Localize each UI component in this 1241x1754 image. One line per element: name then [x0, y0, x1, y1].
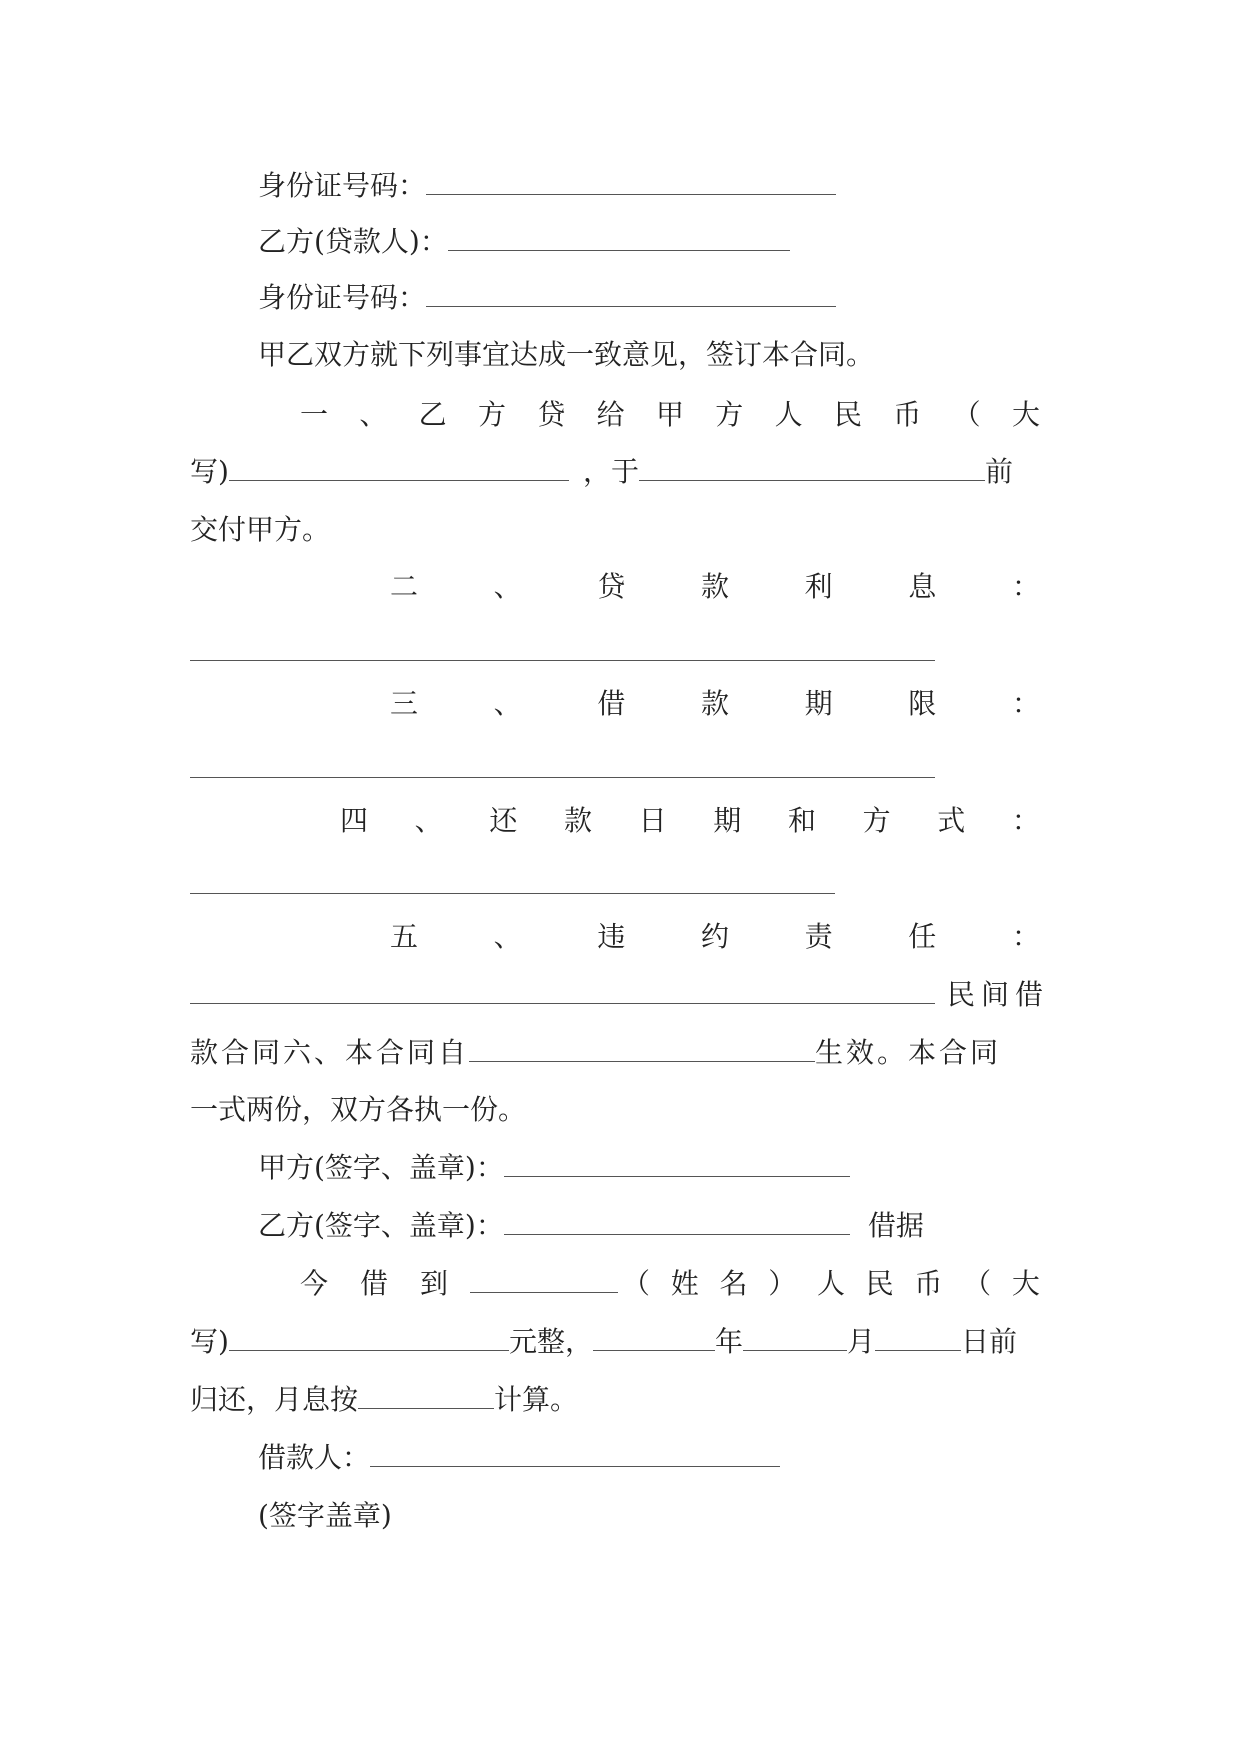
- clause-2-char: 二: [390, 570, 419, 603]
- party-b-line: [258, 220, 1058, 264]
- intro-paragraph: [258, 333, 1058, 377]
- receipt-text: 归还，月息按: [190, 1383, 359, 1416]
- interest-blank[interactable]: [190, 660, 935, 661]
- effective-date-blank[interactable]: [469, 1031, 815, 1062]
- clause-2-char: 款: [700, 570, 729, 603]
- clause-4-heading: [340, 799, 1040, 843]
- clause-1-char: 方: [477, 398, 506, 431]
- delivery-date-blank[interactable]: [639, 450, 985, 481]
- clause-1-char: 、: [359, 398, 388, 431]
- clause-4-char: ：: [1011, 804, 1040, 837]
- interest-rate-blank[interactable]: [358, 1378, 494, 1409]
- clause-5-tail-text: 民间借: [947, 978, 1050, 1011]
- clause-2-char: 、: [493, 570, 522, 603]
- clause-1-char: 人: [774, 398, 803, 431]
- clause-1-line-3: [190, 508, 1056, 552]
- clause-1-char: （: [952, 398, 981, 431]
- receipt-line-2: [190, 1320, 1056, 1364]
- loan-term-blank[interactable]: [190, 777, 935, 778]
- clause-2-char: ：: [1011, 570, 1040, 603]
- month-label: 月: [846, 1325, 875, 1358]
- clause-1-line-1: [300, 393, 1040, 437]
- clause-5-char: ：: [1011, 920, 1040, 953]
- receipt-char: ）: [768, 1267, 797, 1300]
- party-b-signature-blank[interactable]: [504, 1204, 850, 1235]
- clause-2-char: 利: [804, 570, 833, 603]
- clause-1-text: ，于: [582, 455, 639, 488]
- clause-2-char: 贷: [597, 570, 626, 603]
- clause-5-char: 五: [390, 920, 419, 953]
- clause-1-char: 币: [893, 398, 922, 431]
- clause-5-char: 任: [908, 920, 937, 953]
- clause-6-text: 一式两份，双方各执一份。: [190, 1093, 527, 1126]
- receipt-char: 到: [419, 1267, 448, 1300]
- receipt-char: （: [622, 1267, 651, 1300]
- receipt-line-1: [300, 1262, 1040, 1306]
- clause-3-char: 款: [700, 687, 729, 720]
- party-b-blank[interactable]: [448, 220, 790, 251]
- day-label: 日前: [960, 1325, 1017, 1358]
- year-blank[interactable]: [593, 1320, 715, 1351]
- receipt-char: 名: [719, 1267, 748, 1300]
- clause-1-char: 贷: [537, 398, 566, 431]
- party-a-signature-label: 甲方(签字、盖章)：: [258, 1151, 504, 1184]
- amount-capital-blank[interactable]: [229, 450, 569, 481]
- clause-6-line-2: [190, 1088, 1056, 1132]
- clause-3-char: 借: [597, 687, 626, 720]
- clause-4-char: 方: [862, 804, 891, 837]
- clause-5-line-2: [190, 973, 1056, 1017]
- clause-5-heading: [390, 915, 1040, 959]
- clause-1-char: 乙: [418, 398, 447, 431]
- clause-2-char: 息: [908, 570, 937, 603]
- clause-5-char: 违: [597, 920, 626, 953]
- receipt-char: 姓: [670, 1267, 699, 1300]
- receipt-char: 借: [359, 1267, 388, 1300]
- party-b-signature-label: 乙方(签字、盖章)：: [258, 1209, 504, 1242]
- borrower-blank[interactable]: [370, 1436, 780, 1467]
- repayment-blank[interactable]: [190, 893, 835, 894]
- clause-3-char: 限: [908, 687, 937, 720]
- clause-4-char: 和: [787, 804, 816, 837]
- clause-5-char: 、: [493, 920, 522, 953]
- party-a-signature-line: [258, 1146, 1058, 1190]
- liability-blank[interactable]: [190, 973, 935, 1004]
- clause-3-char: 期: [804, 687, 833, 720]
- receipt-char: 民: [865, 1267, 894, 1300]
- seal-note: (签字盖章): [258, 1499, 392, 1532]
- clause-1-char: 大: [1011, 398, 1040, 431]
- clause-4-char: 日: [638, 804, 667, 837]
- clause-5-char: 约: [700, 920, 729, 953]
- receipt-char: 大: [1011, 1267, 1040, 1300]
- clause-5-char: 责: [804, 920, 833, 953]
- clause-1-char: 甲: [655, 398, 684, 431]
- receipt-amount-blank[interactable]: [229, 1320, 509, 1351]
- clause-2-heading: [390, 565, 1040, 609]
- receipt-text: 元整，: [508, 1325, 593, 1358]
- clause-1-char: 民: [833, 398, 862, 431]
- borrower-line: [258, 1436, 1058, 1480]
- party-b-label: 乙方(贷款人)：: [258, 225, 448, 258]
- receipt-char: （: [963, 1267, 992, 1300]
- year-label: 年: [714, 1325, 743, 1358]
- clause-4-char: 四: [340, 804, 369, 837]
- day-blank[interactable]: [875, 1320, 961, 1351]
- clause-4-char: 、: [414, 804, 443, 837]
- receipt-title: 借据: [867, 1209, 924, 1242]
- clause-6-line-1: [190, 1031, 1056, 1075]
- clause-6-text: 款合同六、本合同自: [190, 1036, 470, 1069]
- clause-4-char: 款: [563, 804, 592, 837]
- clause-1-char: 给: [596, 398, 625, 431]
- receipt-text: 计算。: [494, 1383, 579, 1416]
- clause-1-text: 写): [190, 455, 229, 488]
- clause-6-text: 生效。本合同: [815, 1036, 1002, 1069]
- receipt-char: 人: [816, 1267, 845, 1300]
- id-number-label: 身份证号码：: [258, 169, 427, 202]
- party-a-signature-blank[interactable]: [504, 1146, 850, 1177]
- clause-4-char: 式: [937, 804, 966, 837]
- id-number-line-a: [258, 164, 1058, 208]
- clause-1-text: 前: [984, 455, 1013, 488]
- id-number-line-b: [258, 276, 1058, 320]
- clause-1-line-2: [190, 450, 1056, 494]
- clause-1-char: 一: [300, 398, 329, 431]
- receipt-char: 币: [914, 1267, 943, 1300]
- borrower-label: 借款人：: [258, 1441, 371, 1474]
- clause-1-char: 方: [715, 398, 744, 431]
- clause-4-char: 还: [489, 804, 518, 837]
- clause-3-char: ：: [1011, 687, 1040, 720]
- intro-text: 甲乙双方就下列事宜达成一致意见，签订本合同。: [258, 338, 875, 371]
- lender-name-blank[interactable]: [470, 1262, 618, 1293]
- month-blank[interactable]: [743, 1320, 847, 1351]
- seal-note-line: [258, 1494, 1058, 1538]
- receipt-text: 写): [190, 1325, 229, 1358]
- id-number-blank-b[interactable]: [426, 276, 836, 307]
- receipt-line-3: [190, 1378, 1056, 1422]
- id-number-label-b: 身份证号码：: [258, 281, 427, 314]
- receipt-char: 今: [300, 1267, 329, 1300]
- clause-3-char: 、: [493, 687, 522, 720]
- id-number-blank[interactable]: [426, 164, 836, 195]
- clause-1-text: 交付甲方。: [190, 513, 331, 546]
- clause-4-char: 期: [713, 804, 742, 837]
- clause-3-char: 三: [390, 687, 419, 720]
- party-b-signature-line: [258, 1204, 1058, 1248]
- clause-3-heading: [390, 682, 1040, 726]
